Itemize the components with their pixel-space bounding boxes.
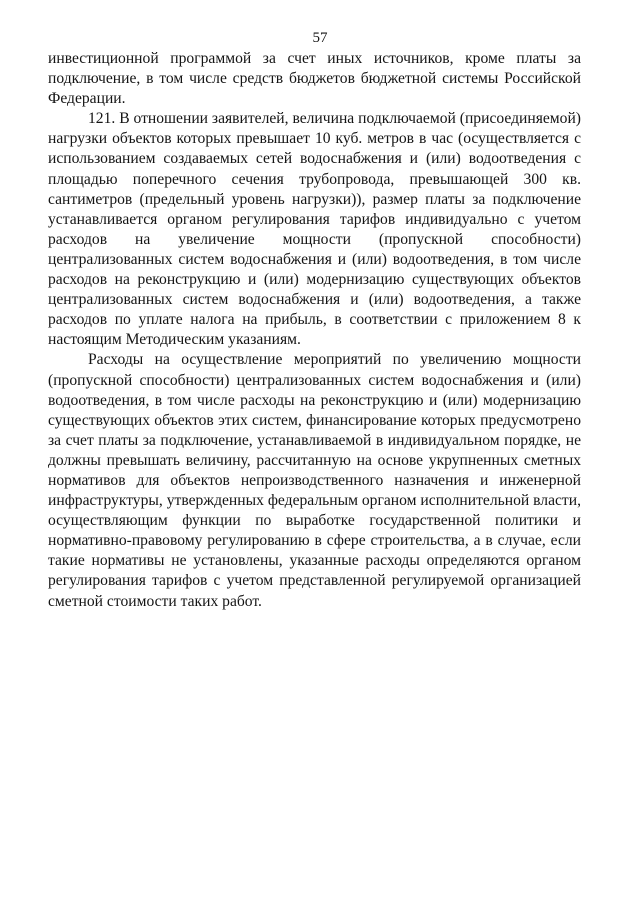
page-number: 57: [312, 30, 328, 46]
document-body: [48, 49, 581, 612]
paragraph-expenses: Расходы на осуществление мероприятий по увеличению мощности (пропускной способности) централизованных систем водоснабжения и (или) водоотведения, в том числе расходы на реконструкцию и (или) модернизацию существующих объектов этих систем, финансирование которых предусмотрено за счет платы за подключение, устанавливаемой в индивидуальном порядке, не должны превышать величину, рассчитанную на основе укрупненных сметных нормативов для объектов непроизводственного назначения и инженерной инфраструктуры, утвержденных федеральным органом исполнительной власти, осуществляющим функции по выработке государственной политики и нормативно-правовому регулированию в сфере строительства, а в случае, если такие нормативы не установлены, указанные расходы определяются органом регулирования тарифов с учетом представленной регулируемой организацией сметной стоимости таких работ.: [48, 351, 581, 610]
paragraph-clause-121: 121. В отношении заявителей, величина подключаемой (присоединяемой) нагрузки объектов которых превышает 10 куб. метров в час (осуществляется с использованием создаваемых сетей водоснабжения и (или) водоотведения с площадью поперечного сечения трубопровода, превышающей 300 кв. сантиметров (предельный уровень нагрузки)), размер платы за подключение устанавливается органом регулирования тарифов индивидуально с учетом расходов на увеличение мощности (пропускной способности) централизованных систем водоснабжения и (или) водоотведения, в том числе расходов на реконструкцию и (или) модернизацию существующих объектов централизованных систем водоснабжения и (или) водоотведения, а также расходов по уплате налога на прибыль, в соответствии с приложением 8 к настоящим Методическим указаниям.: [48, 110, 581, 349]
paragraph-continuation: инвестиционной программой за счет иных источников, кроме платы за подключение, в том числе средств бюджетов бюджетной системы Российской Федерации.: [48, 50, 581, 108]
